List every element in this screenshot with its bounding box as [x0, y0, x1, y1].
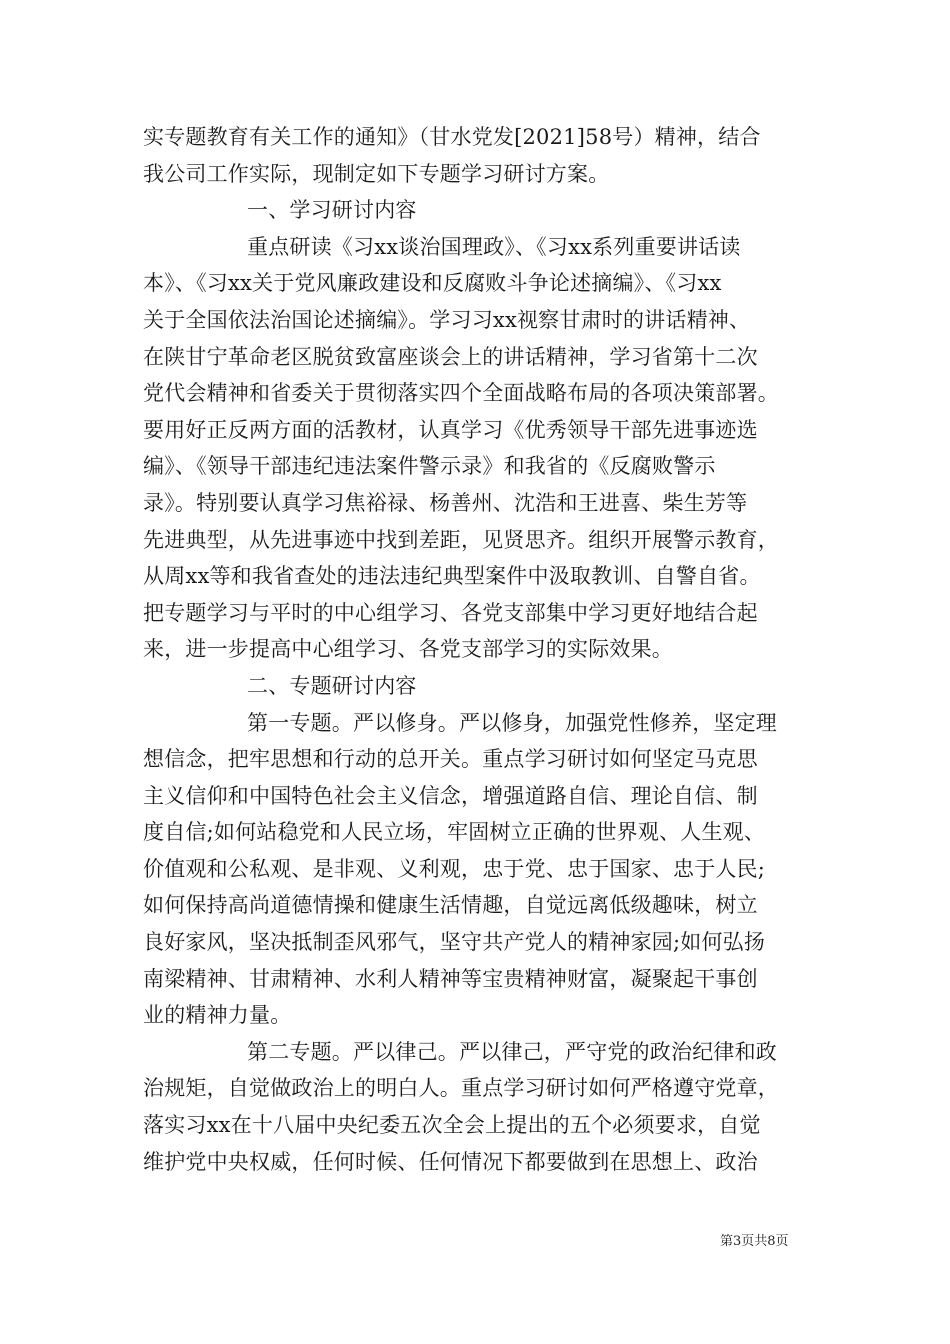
text-line: 先进典型，从先进事迹中找到差距，见贤思齐。组织开展警示教育，	[143, 527, 779, 552]
text-line: 党代会精神和省委关于贯彻落实四个全面战略布局的各项决策部署。	[143, 381, 779, 406]
text-line: 南梁精神、甘肃精神、水利人精神等宝贵精神财富，凝聚起干事创	[143, 966, 758, 991]
text-line: 关于全国依法治国论述摘编》。学习习xx视察甘肃时的讲话精神、	[143, 307, 751, 332]
text-line: 想信念，把牢思想和行动的总开关。重点学习研讨如何坚定马克思	[143, 747, 758, 772]
text-line: 在陕甘宁革命老区脱贫致富座谈会上的讲话精神，学习省第十二次	[143, 344, 758, 369]
text-line: 维护党中央权威，任何时候、任何情况下都要做到在思想上、政治	[143, 1149, 758, 1174]
text-line: 落实习xx在十八届中央纪委五次全会上提出的五个必须要求，自觉	[143, 1113, 761, 1138]
text-line: 实专题教育有关工作的通知》（甘水党发[2021]58号）精神，结合	[143, 125, 761, 149]
section-heading: 二、专题研讨内容	[247, 673, 417, 698]
text-line: 良好家风，坚决抵制歪风邪气，坚守共产党人的精神家园;如何弘扬	[143, 930, 766, 955]
text-line: 要用好正反两方面的活教材，认真学习《优秀领导干部先进事迹选	[143, 417, 758, 442]
text-line: 把专题学习与平时的中心组学习、各党支部集中学习更好地结合起	[143, 600, 758, 625]
text-line: 编》、《领导干部违纪违法案件警示录》和我省的《反腐败警示	[143, 454, 716, 479]
text-line: 我公司工作实际，现制定如下专题学习研讨方案。	[143, 161, 610, 186]
document-body	[143, 119, 815, 1180]
section-heading: 一、学习研讨内容	[247, 198, 417, 223]
text-line: 业的精神力量。	[143, 1003, 292, 1028]
text-line: 重点研读《习xx谈治国理政》、《习xx系列重要讲话读	[247, 234, 741, 259]
text-line: 如何保持高尚道德情操和健康生活情趣，自觉远离低级趣味，树立	[143, 893, 758, 918]
text-line: 本》、《习xx关于党风廉政建设和反腐败斗争论述摘编》、《习xx	[143, 271, 722, 296]
text-line: 治规矩，自觉做政治上的明白人。重点学习研讨如何严格遵守党章，	[143, 1076, 779, 1101]
text-line: 第二专题。严以律己。严以律己，严守党的政治纪律和政	[247, 1039, 777, 1064]
text-line: 从周xx等和我省查处的违法违纪典型案件中汲取教训、自警自省。	[143, 564, 761, 589]
page-number-footer: 第3页共8页	[720, 1234, 789, 1249]
text-line: 录》。特别要认真学习焦裕禄、杨善州、沈浩和王进喜、柴生芳等	[143, 490, 748, 515]
text-line: 第一专题。严以修身。严以修身，加强党性修养，坚定理	[247, 710, 777, 735]
text-line: 度自信;如何站稳党和人民立场，牢固树立正确的世界观、人生观、	[143, 820, 766, 845]
text-line: 价值观和公私观、是非观、义利观，忠于党、忠于国家、忠于人民;	[143, 856, 766, 881]
text-line: 来，进一步提高中心组学习、各党支部学习的实际效果。	[143, 637, 673, 662]
text-line: 主义信仰和中国特色社会主义信念，增强道路自信、理论自信、制	[143, 783, 758, 808]
